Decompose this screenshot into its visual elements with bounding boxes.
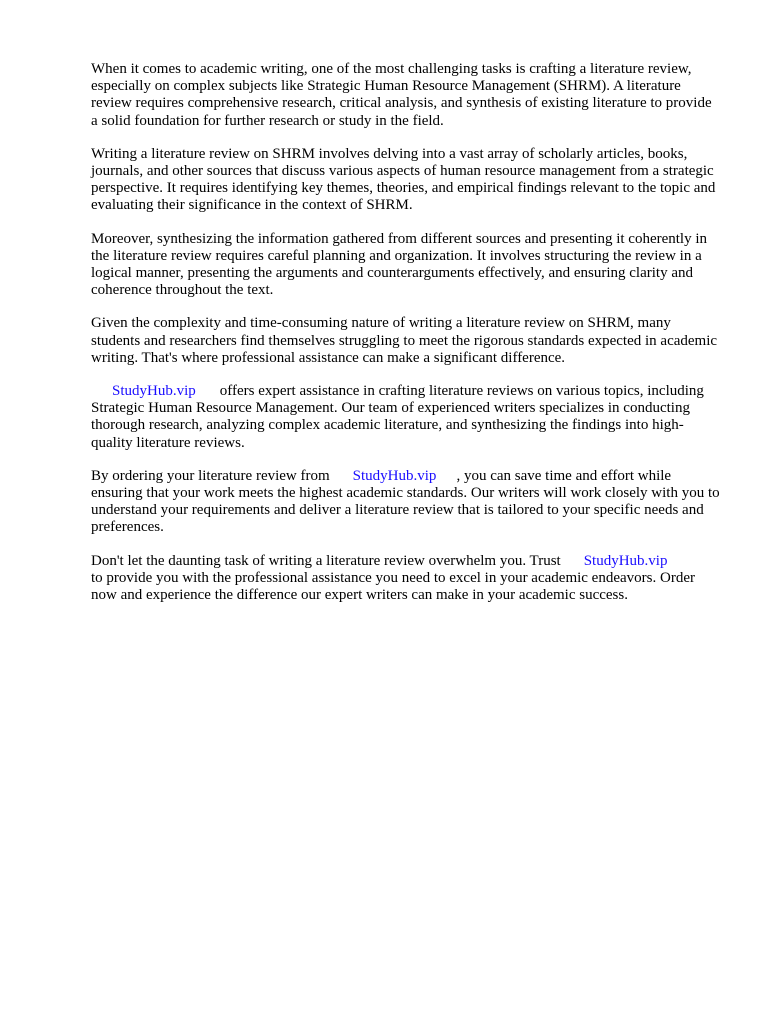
studyhub-link[interactable]: StudyHub.vip bbox=[352, 467, 437, 484]
paragraph-closing bbox=[91, 553, 721, 605]
paragraph-ordering bbox=[91, 468, 721, 537]
paragraph-service-offer-text: offers expert assistance in crafting literature reviews on various topics, including Strategic Human Resource Management. Our team of experienced writers specializes in conducting thorough research, analyzing complex academic literature, and synthesizing the findings into high-quality literature reviews. bbox=[91, 383, 704, 451]
paragraph-closing-lead: Don't let the daunting task of writing a literature review overwhelm you. Trust bbox=[91, 552, 561, 569]
studyhub-link[interactable]: StudyHub.vip bbox=[112, 383, 196, 400]
paragraph-complexity: Given the complexity and time-consuming nature of writing a literature review on SHRM, many students and researchers find themselves struggling to meet the rigorous standards expected in academic writing. That's where professional assistance can make a significant difference. bbox=[91, 315, 718, 366]
document-body bbox=[91, 61, 721, 620]
paragraph-intro: When it comes to academic writing, one of the most challenging tasks is crafting a literature review, especially on complex subjects like Strategic Human Resource Management (SHRM). A literature review requires comprehensive research, critical analysis, and synthesis of existing literature to provide a solid foundation for further research or study in the field. bbox=[91, 61, 712, 129]
paragraph-ordering-text: , you can save time and effort while ensuring that your work meets the highest academic standards. Our writers will work closely with you to understand your requirements and deliver a literature review that is tailored to your specific needs and preferences. bbox=[91, 467, 720, 536]
studyhub-link[interactable]: StudyHub.vip bbox=[583, 552, 668, 569]
paragraph-ordering-lead: By ordering your literature review from bbox=[91, 467, 330, 484]
paragraph-service-offer bbox=[91, 383, 721, 452]
paragraph-synthesis: Moreover, synthesizing the information gathered from different sources and presenting it coherently in the literature review requires careful planning and organization. It involves structuring the review in a logical manner, presenting the arguments and counterarguments effectively, and ensuring clarity and coherence throughout the text. bbox=[91, 230, 708, 299]
paragraph-shrm-scope: Writing a literature review on SHRM involves delving into a vast array of scholarly articles, books, journals, and other sources that discuss various aspects of human resource management from a strategic perspective. It requires identifying key themes, theories, and empirical findings relevant to the topic and evaluating their significance in the context of SHRM. bbox=[91, 145, 716, 214]
paragraph-closing-text: to provide you with the professional assistance you need to excel in your academic endeavors. Order now and experience the difference our expert writers can make in your academic success. bbox=[91, 569, 695, 604]
